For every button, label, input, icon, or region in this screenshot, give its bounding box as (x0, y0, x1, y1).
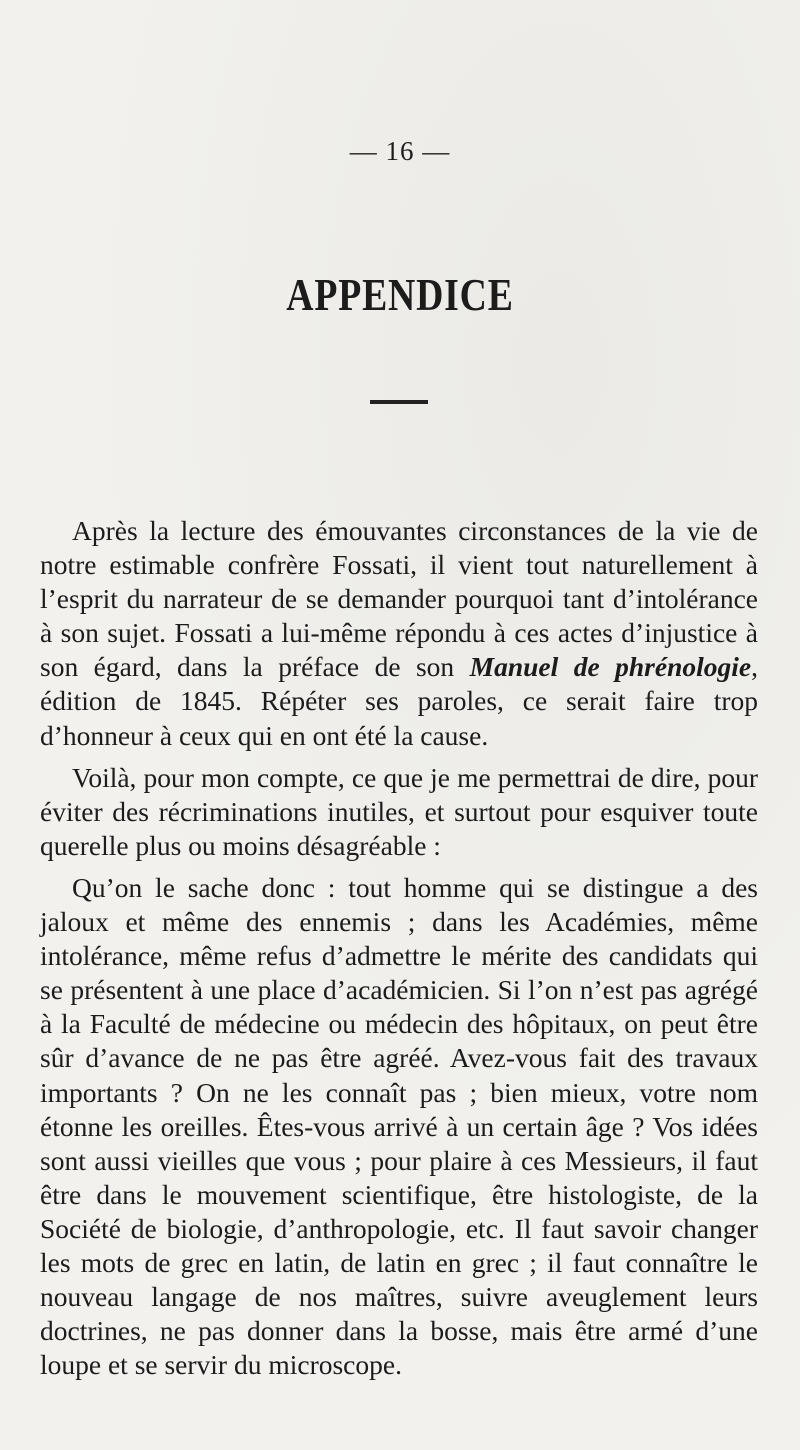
paragraph-2-text: Voilà, pour mon compte, ce que je me permettrai de dire, pour éviter des récriminations inutiles, et surtout pour esquiver toute querelle plus ou moins désagréable : (40, 761, 758, 861)
book-title-manuel-de-phrenologie: Manuel de phrénologie (469, 651, 752, 683)
paragraph-1-text-a: Après la lecture des émouvantes circonstances de la vie de notre estimable confrère Fossati, il vient tout naturellement à l’esprit du narrateur de se demander pourquoi tant d’intolérance à son sujet. Fossati a lui-même répondu à ces actes d’injustice à son égard, dans la préface de son (40, 515, 758, 683)
paragraph-2 (40, 761, 758, 863)
section-title: APPENDICE (286, 269, 514, 320)
paragraph-3-text: Qu’on le sache donc : tout homme qui se distingue a des jaloux et même des ennemis ; dans les Académies, même intolérance, même refus d’admettre le mérite des candidats qui se présentent à une place d’académicien. Si l’on n’est pas agrégé à la Faculté de médecine ou médecin des hôpitaux, on peut être sûr d’avance de ne pas être agréé. Avez-vous fait des travaux importants ? On ne les connaît pas ; bien mieux, votre nom étonne les oreilles. Êtes-vous arrivé à un certain âge ? Vos idées sont aussi vieilles que vous ; pour plaire à ces Messieurs, il faut être dans le mouvement scientifique, être histologiste, de la Société de biologie, d’anthropologie, etc. Il faut savoir changer les mots de grec en latin, de latin en grec ; il faut connaître le nouveau langage de nos maîtres, suivre aveuglement leurs doctrines, ne pas donner dans la bosse, mais être armé d’une loupe et se servir du microscope. (40, 871, 758, 1381)
paragraph-3 (40, 871, 758, 1382)
body-text (40, 514, 758, 1382)
paragraph-1-text-b: , édition de 1845. Répéter ses paroles, ce serait faire trop d’honneur à ceux qui en ont été la cause. (40, 651, 759, 751)
paragraph-1 (40, 514, 758, 753)
page-number: — 16 — (349, 136, 451, 166)
title-divider (370, 400, 428, 404)
